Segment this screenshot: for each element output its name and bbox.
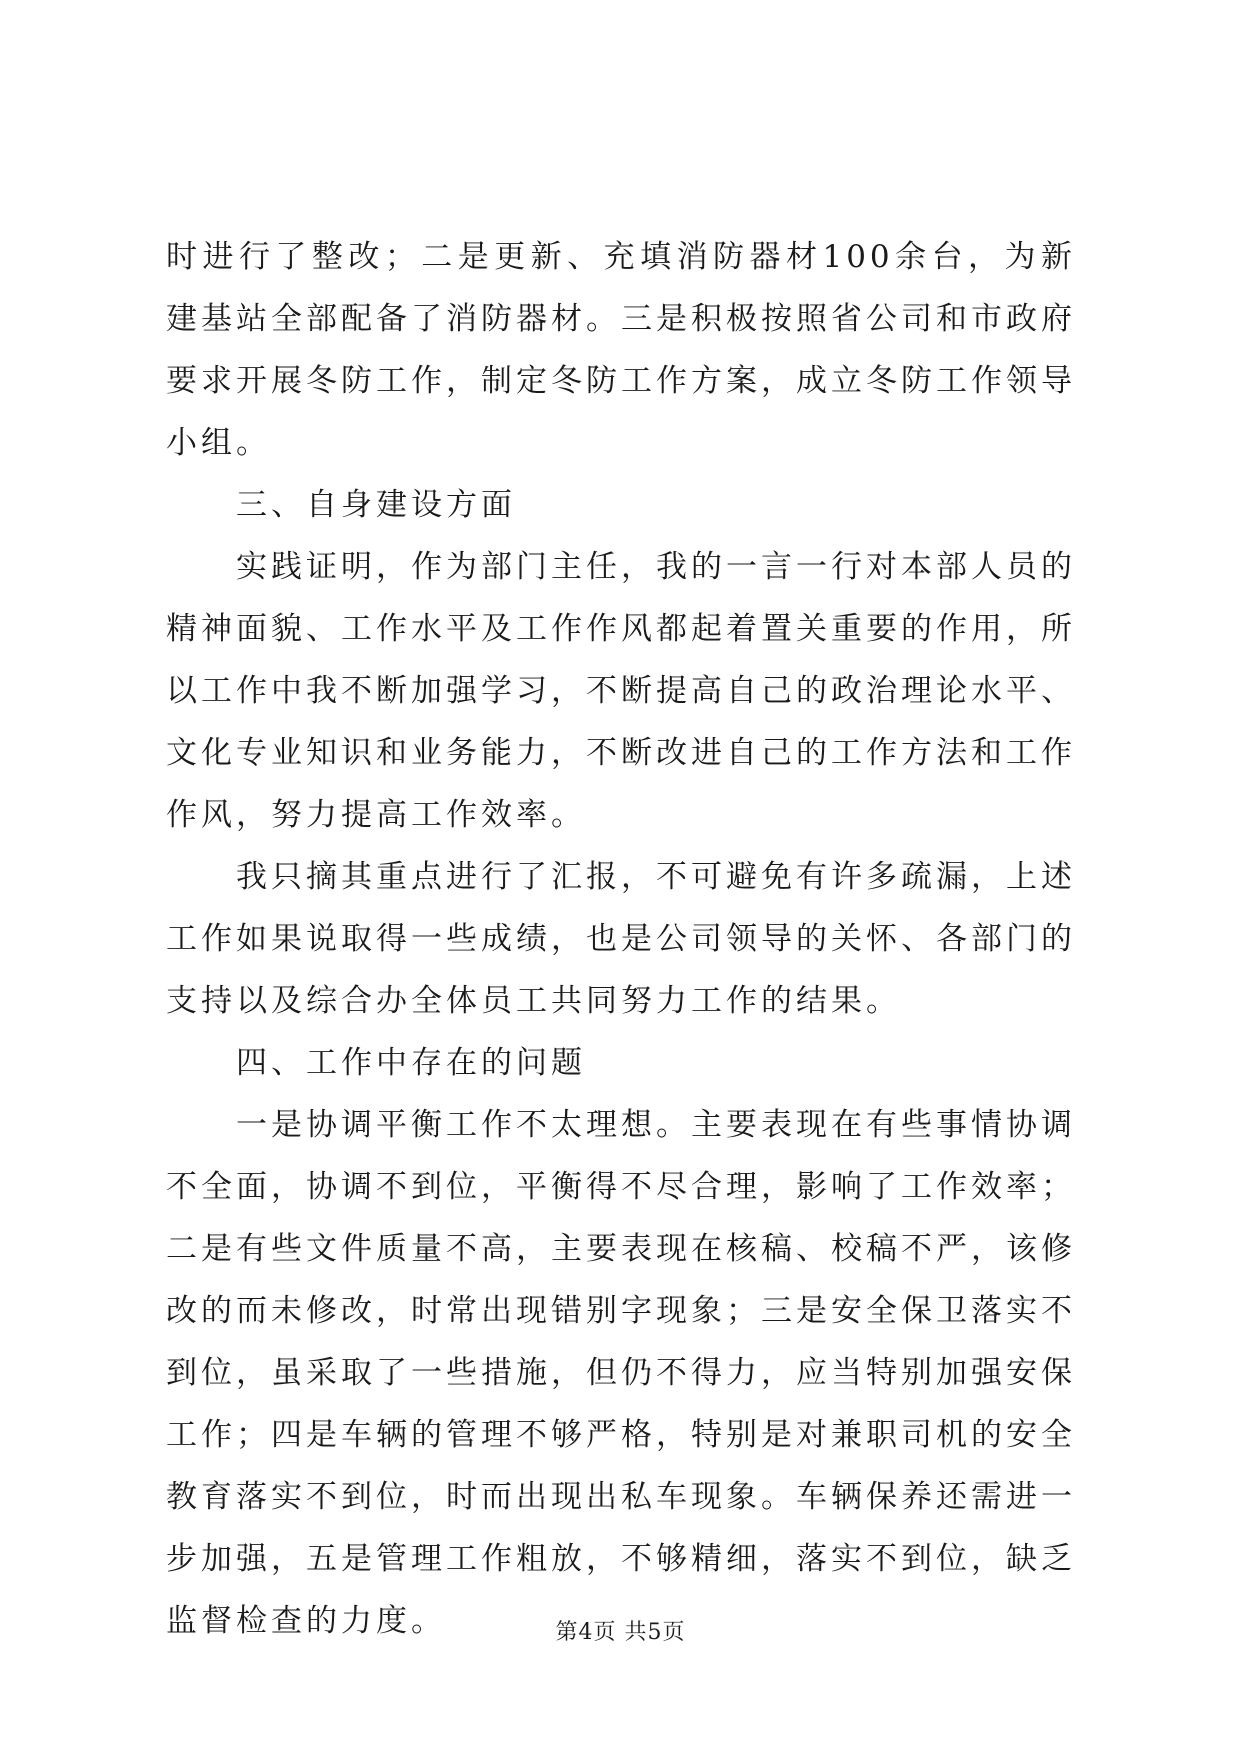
page-number-footer: 第4页 共5页 <box>555 1620 686 1645</box>
section-heading-self-building: 三、自身建设方面 <box>236 487 516 523</box>
section-heading-problems: 四、工作中存在的问题 <box>236 1045 586 1081</box>
paragraph-self-building: 实践证明，作为部门主任，我的一言一行对本部人员的精神面貌、工作水平及工作作风都起着置关重要的作用，所以工作中我不断加强学习，不断提高自己的政治理论水平、文化专业知识和业务能力，不断改进自己的工作方法和工作作风，努力提高工作效率。 <box>166 549 1076 833</box>
paragraph-problems: 一是协调平衡工作不太理想。主要表现在有些事情协调不全面，协调不到位，平衡得不尽合理，影响了工作效率；二是有些文件质量不高，主要表现在核稿、校稿不严，该修改的而未修改，时常出现错别字现象；三是安全保卫落实不到位，虽采取了一些措施，但仍不得力，应当特别加强安保工作；四是车辆的管理不够严格，特别是对兼职司机的安全教育落实不到位，时而出现出私车现象。车辆保养还需进一步加强，五是管理工作粗放，不够精细，落实不到位，缺乏监督检查的力度。 <box>166 1107 1076 1639</box>
paragraph-continuation: 时进行了整改；二是更新、充填消防器材100余台，为新建基站全部配备了消防器材。三是积极按照省公司和市政府要求开展冬防工作，制定冬防工作方案，成立冬防工作领导小组。 <box>166 239 1076 461</box>
document-body <box>166 226 1076 1652</box>
paragraph-summary: 我只摘其重点进行了汇报，不可避免有许多疏漏，上述工作如果说取得一些成绩，也是公司领导的关怀、各部门的支持以及综合办全体员工共同努力工作的结果。 <box>166 859 1076 1019</box>
